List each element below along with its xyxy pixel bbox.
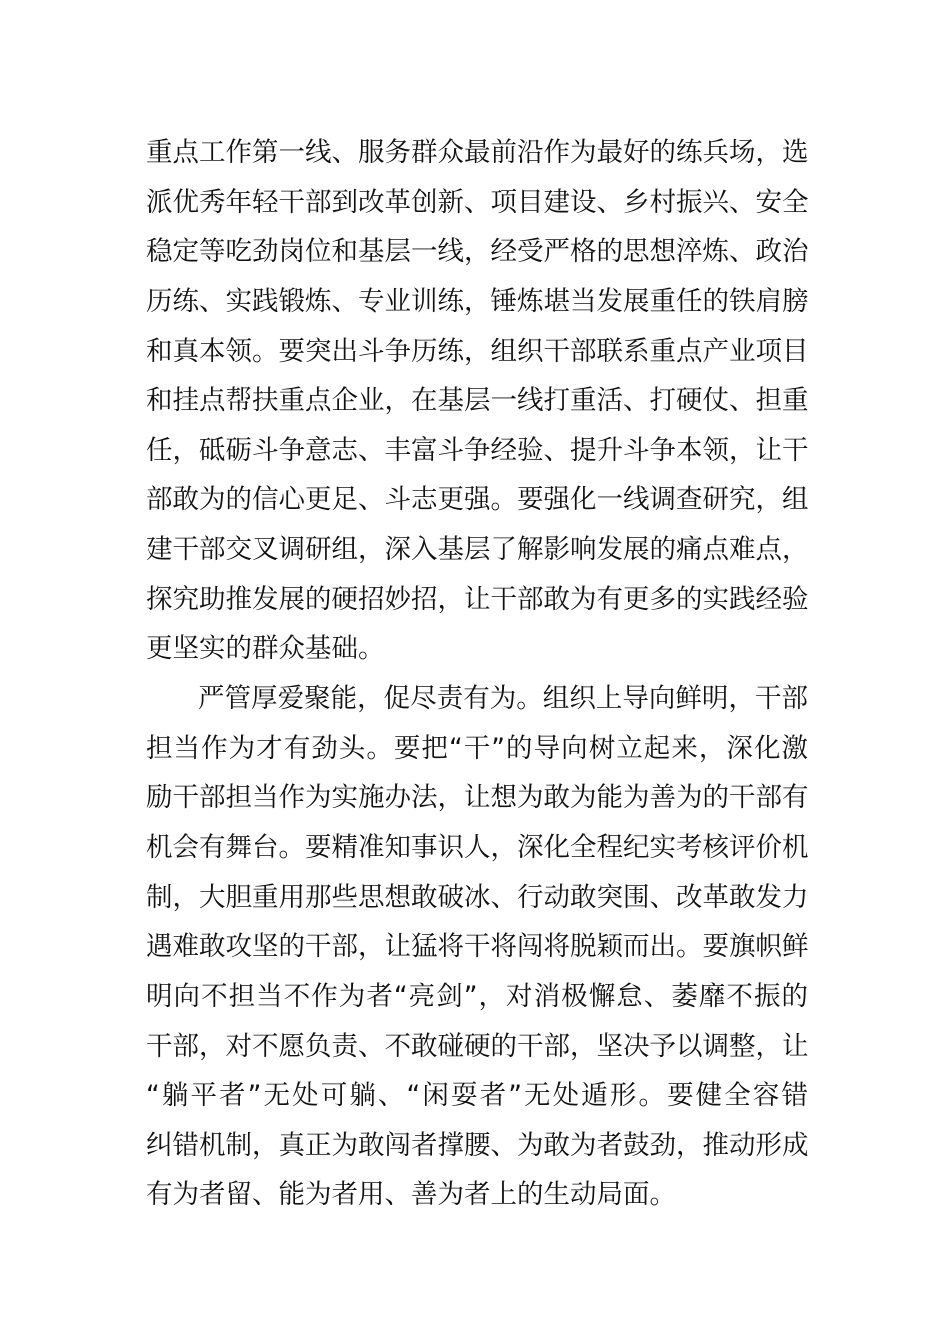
- text-line: 有为者留、能为者用、善为者上的生动局面。: [146, 1179, 676, 1211]
- text-line: 励干部担当作为实施办法，让想为敢为能为善为的干部有: [146, 782, 809, 814]
- text-line: 机会有舞台。要精准知事识人，深化全程纪实考核评价机: [146, 831, 809, 863]
- text-line: 和挂点帮扶重点企业，在基层一线打重活、打硬仗、担重: [146, 385, 809, 417]
- paragraph-2: [146, 674, 808, 1220]
- text-line: 严管厚爱聚能，促尽责有为。组织上导向鲜明，干部: [198, 683, 808, 715]
- text-line: 遇难敢攻坚的干部，让猛将干将闯将脱颖而出。要旗帜鲜: [146, 931, 809, 963]
- text-line: 稳定等吃劲岗位和基层一线，经受严格的思想淬炼、政治: [146, 236, 809, 268]
- body-text: [146, 128, 808, 1220]
- text-line: 纠错机制，真正为敢闯者撑腰、为敢为者鼓劲，推动形成: [146, 1129, 809, 1161]
- text-line: 任，砥砺斗争意志、丰富斗争经验、提升斗争本领，让干: [146, 434, 809, 466]
- text-line: 历练、实践锻炼、专业训练，锤炼堪当发展重任的铁肩膀: [146, 285, 809, 317]
- paragraph-1: [146, 128, 808, 674]
- text-line: 派优秀年轻干部到改革创新、项目建设、乡村振兴、安全: [146, 186, 809, 218]
- text-line: 担当作为才有劲头。要把“干”的导向树立起来，深化激: [146, 732, 808, 764]
- text-line: 部敢为的信心更足、斗志更强。要强化一线调查研究，组: [146, 484, 809, 516]
- text-line: 明向不担当不作为者“亮剑”，对消极懈怠、萎靡不振的: [146, 980, 808, 1012]
- text-line: 更坚实的群众基础。: [146, 633, 385, 665]
- text-line: “躺平者”无处可躺、“闲耍者”无处遁形。要健全容错: [146, 1080, 808, 1112]
- text-line: 干部，对不愿负责、不敢碰硬的干部，坚决予以调整，让: [146, 1030, 809, 1062]
- text-line: 制，大胆重用那些思想敢破冰、行动敢突围、改革敢发力: [146, 881, 809, 913]
- text-line: 和真本领。要突出斗争历练，组织干部联系重点产业项目: [146, 335, 809, 367]
- text-line: 探究助推发展的硬招妙招，让干部敢为有更多的实践经验: [146, 583, 809, 615]
- text-line: 建干部交叉调研组，深入基层了解影响发展的痛点难点，: [146, 534, 809, 566]
- text-line: 重点工作第一线、服务群众最前沿作为最好的练兵场，选: [146, 137, 809, 168]
